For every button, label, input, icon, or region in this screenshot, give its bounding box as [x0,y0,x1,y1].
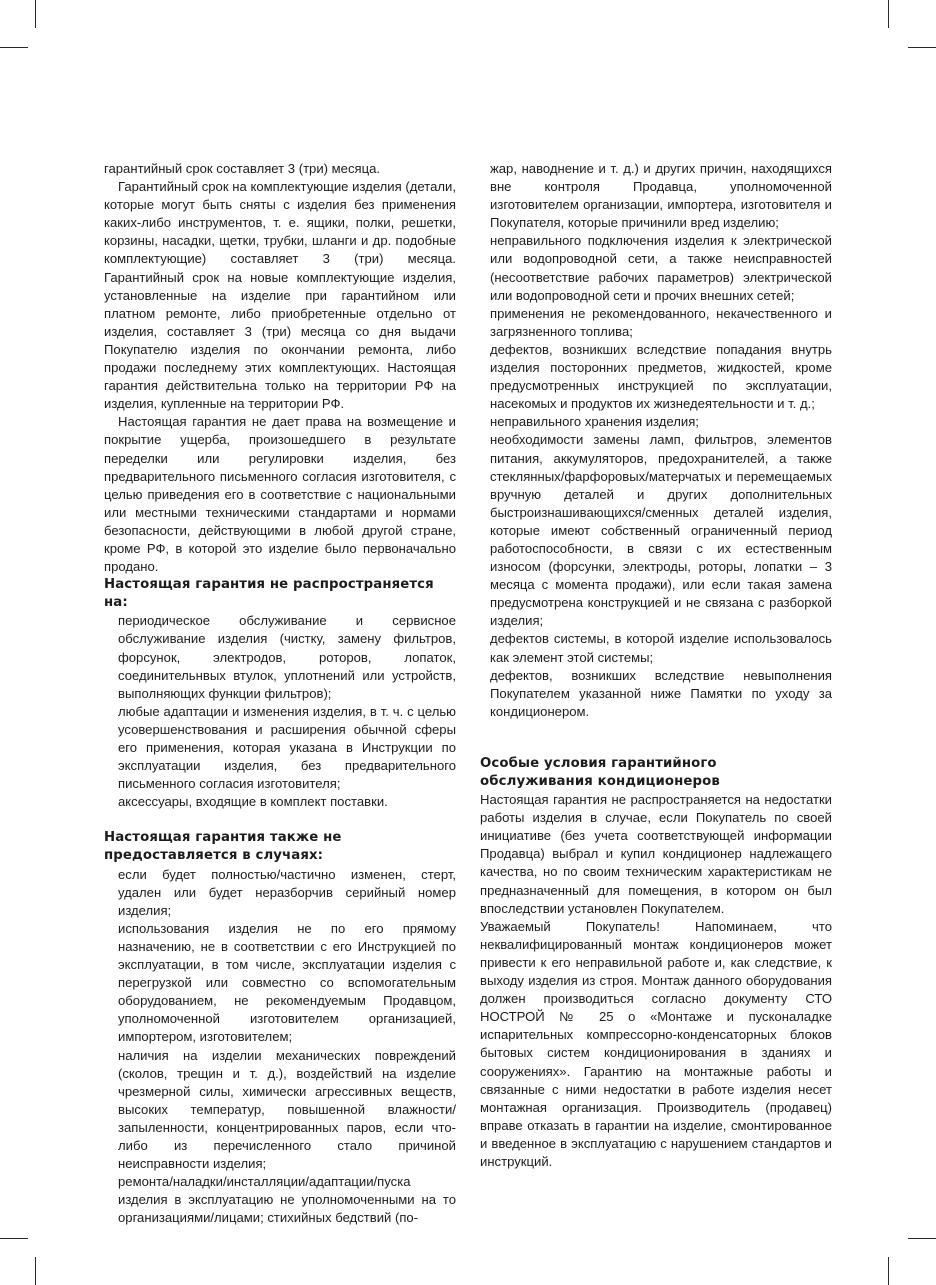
intro-line: гарантийный срок составляет 3 (три) месяца. [104,161,380,176]
not-cover-heading: Настоящая гарантия не распространяется на: [104,577,434,611]
continued-exclusions-list [480,160,832,721]
crop-mark [35,1257,36,1285]
not-cover-list [104,612,456,811]
list-item: дефектов системы, в которой изделие использовалось как элемент этой системы; [490,631,832,665]
list-item: неправильного подключения изделия к электрической или водопроводной сети, а также неисправностей (несоответствие рабочих параметров) электрической или водопроводной сети и прочих внешних сетей; [490,233,832,303]
list-item: периодическое обслуживание и сервисное обслуживание изделия (чистку, замену фильтров, форсунок, электродов, роторов, лопаток, соединительнвых втулок, уплотнений или устройств, выполняющих функции фильтров); [118,613,456,701]
list-item: дефектов, возникших вследствие невыполнения Покупателем указанной ниже Памятки по уходу за кондиционером. [490,667,832,719]
no-compensation-paragraph: Настоящая гарантия не дает права на возмещение и покрытие ущерба, произошедшего в результате переделки или регулировки изделия, без предварительного письменного согласия изготовителя, с целью приведения его в соответствие с национальными или местными техническими стандартами и нормами безопасности, действующими в любой другой стране, кроме РФ, в которой это изделие было первоначально продано. [104,414,456,575]
list-item: использования изделия не по его прямому назначению, не в соответствии с его Инструкцией по эксплуатации, в том числе, эксплуатации изделия с перегрузкой или совместно со вспомогательным оборудованием, не рекомендуемым Продавцом, уполномоченной изготовителем организацией, импортером, изготовителем; [118,920,456,1045]
list-item: применения не рекомендованного, некачественного и загрязненного топлива; [490,305,832,339]
not-provided-heading: Настоящая гарантия также не предоставляется в случаях: [104,830,342,864]
not-provided-list [104,866,456,1228]
crop-mark [908,47,936,48]
crop-mark [908,1238,936,1239]
crop-mark [888,0,889,28]
left-column [104,160,456,1227]
list-item: любые адаптации и изменения изделия, в т. ч. с целью усовершенствования и расширения обычной сферы его применения, которая указана в Инструкции по эксплуатации изделия, без предварительного письменного согласия изготовителя; [118,703,456,792]
list-item: если будет полностью/частично изменен, стерт, удален или будет неразборчив серийный номер изделия; [118,866,456,918]
list-item: дефектов, возникших вследствие попадания внутрь изделия посторонних предметов, жидкостей, кроме предусмотренных инструкцией по эксплуатации, насекомых и продуктов их жизнедеятельности и т. д.; [490,341,832,412]
list-item: жар, наводнение и т. д.) и других причин, находящихся вне контроля Продавца, уполномоченной изготовителем организации, импортера, изготовителя и Покупателя, которые причинили вред изделию; [490,161,832,231]
right-column [480,160,832,1171]
list-item: неправильного хранения изделия; [490,414,699,430]
list-item: ремонта/наладки/инсталляции/адаптации/пуска изделия в эксплуатацию не уполномоченными на то организациями/лицами; стихийных бедствий (по- [118,1174,456,1226]
ac-conditions-heading: Особые условия гарантийного обслуживания кондиционеров [480,755,720,789]
crop-mark [888,1257,889,1285]
ac-choice-paragraph: Настоящая гарантия не распространяется на недостатки работы изделия в случае, если Покупатель по своей инициативе (без учета соответствующей информации Продавца) выбрал и купил кондиционер надлежащего качества, но по своим техническим характеристикам не предназначенный для помещения, в котором он был впоследствии установлен Покупателем. [480,792,832,916]
list-item: аксессуары, входящие в комплект поставки. [118,794,388,810]
crop-mark [0,1238,28,1239]
components-warranty-paragraph: Гарантийный срок на комплектующие изделия (детали, которые могут быть сняты с изделия без применения каких-либо инструментов, т. е. ящики, полки, решетки, корзины, насадки, щетки, трубки, шланги и др. подобные комплектующие) составляет 3 (три) месяца. Гарантийный срок на новые комплектующие изделия, установленные на изделие при гарантийном или платном ремонте, либо приобретенные отдельно от изделия, составляет 3 (три) месяца со дня выдачи Покупателю изделия по окончании ремонта, либо продажи последнему этих комплектующих. Настоящая гарантия действительна только на территории РФ на изделия, купленные на территории РФ. [104,179,456,412]
list-item: наличия на изделии механических повреждений (сколов, трещин и т. д.), воздействий на изделие чрезмерной силы, химически агрессивных веществ, высоких температур, повышенной влажности/запыленности, концентрированных паров, если что-либо из перечисленного стало причиной неисправности изделия; [118,1047,456,1172]
list-item: необходимости замены ламп, фильтров, элементов питания, аккумуляторов, предохранителей, а также стеклянных/фарфоровых/матерчатых и перемещаемых вручную деталей и других дополнительных быстроизнашивающихся/сменных деталей изделия, которые имеют собственный ограниченный период работоспособности, в связи с их естественным износом (форсунки, электроды, роторы, лопатки – 3 месяца с момента продажи), или если такая замена предусмотрена конструкцией и не связана с разборкой изделия; [490,432,832,629]
crop-mark [35,0,36,28]
crop-mark [0,47,28,48]
ac-install-paragraph: Уважаемый Покупатель! Напоминаем, что неквалифицированный монтаж кондиционеров может привести к его неправильной работе и, как следствие, к выходу изделия из строя. Монтаж данного оборудования должен производиться согласно документу СТО НОСТРОЙ № 25 о «Монтаже и пусконаладке испарительных компрессорно-конденсаторных блоков бытовых систем кондиционирования в зданиях и сооружениях». Гарантию на монтажные работы и связанные с ними недостатки в работе изделия несет монтажная организация. Производитель (продавец) вправе отказать в гарантии на изделие, смонтированное и введенное в эксплуатацию с нарушением стандартов и инструкций. [480,918,832,1169]
